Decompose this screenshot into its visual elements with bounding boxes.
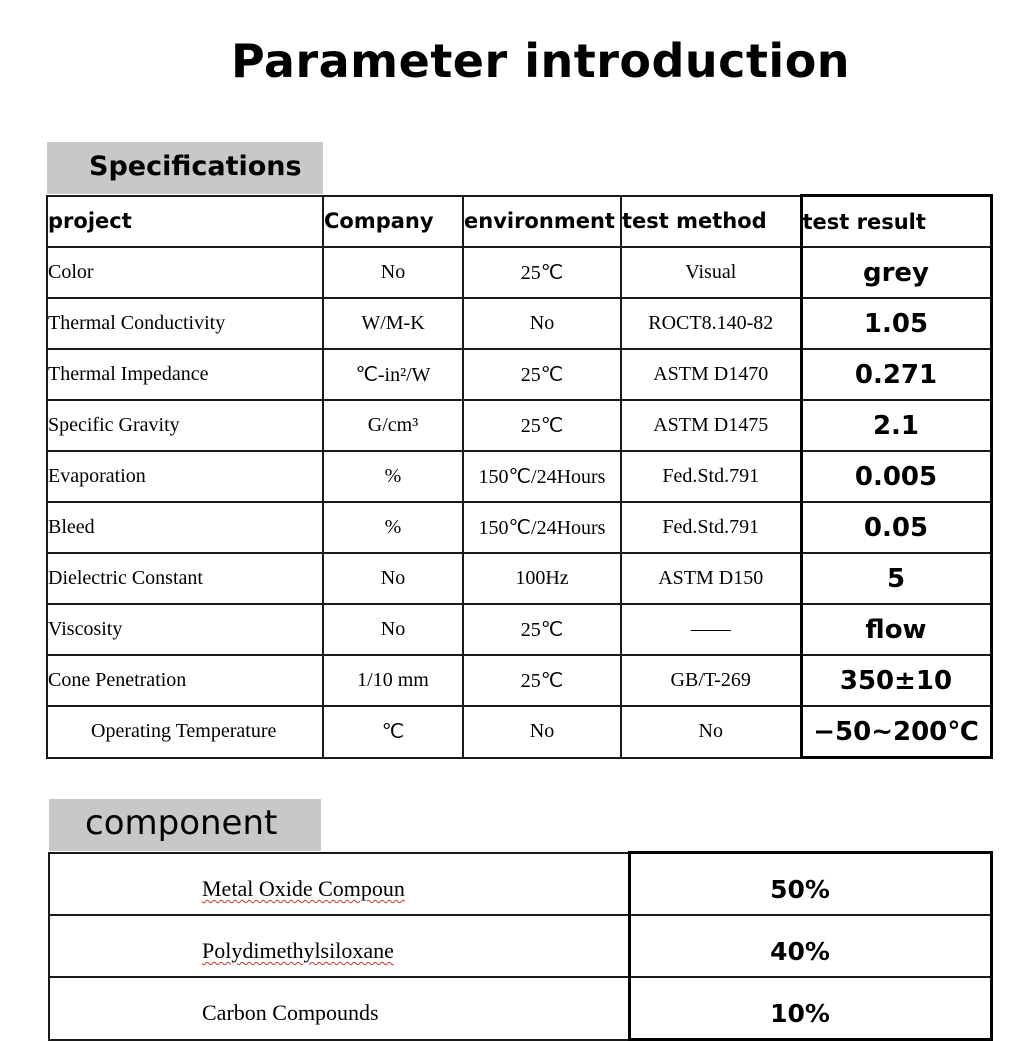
component-label [49,799,321,851]
table-row [47,451,991,502]
row-project: Viscosity [47,604,323,655]
header-environment: environment [463,196,621,248]
row-test-method: —— [621,604,801,655]
row-environment: 25℃ [463,604,621,655]
component-table [48,851,993,1041]
row-environment: No [463,298,621,349]
row-company: No [323,604,463,655]
table-row [47,349,991,400]
header-test-method: test method [621,196,801,248]
table-row [47,706,991,758]
header-test-result: test result [801,196,991,248]
component-percent: 50% [629,853,991,916]
row-company: No [323,247,463,298]
row-company: 1/10 mm [323,655,463,706]
table-row [47,298,991,349]
row-company: ℃ [323,706,463,758]
specifications-label [47,142,323,194]
row-environment: 25℃ [463,400,621,451]
row-test-result: 5 [801,553,991,604]
component-name [49,853,629,916]
component-name-text: Carbon Compounds [202,1000,379,1026]
row-test-method: Fed.Std.791 [621,502,801,553]
table-row [47,502,991,553]
row-environment: 25℃ [463,349,621,400]
row-company: ℃-in²/W [323,349,463,400]
row-test-method: Fed.Std.791 [621,451,801,502]
row-test-result: 1.05 [801,298,991,349]
page-title: Parameter introduction [230,34,851,88]
row-test-result: flow [801,604,991,655]
specifications-label-text: Specifications [89,151,302,182]
table-row [47,400,991,451]
row-test-result: grey [801,247,991,298]
component-percent: 40% [629,915,991,977]
component-name-text: Metal Oxide Compoun [202,875,405,901]
row-test-result: −50~200℃ [801,706,991,758]
header-company: Company [323,196,463,248]
table-row [49,853,991,916]
component-name [49,915,629,977]
row-company: W/M-K [323,298,463,349]
header-project: project [47,196,323,248]
specifications-header-row [47,196,991,248]
row-test-method: ASTM D1470 [621,349,801,400]
row-project: Thermal Conductivity [47,298,323,349]
row-environment: 100Hz [463,553,621,604]
table-row [49,915,991,977]
table-row [47,553,991,604]
row-environment: 25℃ [463,247,621,298]
row-test-method: ASTM D1475 [621,400,801,451]
row-test-method: Visual [621,247,801,298]
row-test-result: 0.271 [801,349,991,400]
row-test-result: 350±10 [801,655,991,706]
component-name [49,977,629,1040]
table-row [47,247,991,298]
component-label-text: component [85,803,278,843]
row-test-method: GB/T-269 [621,655,801,706]
component-name-text: Polydimethylsiloxane [202,938,394,963]
table-row [49,977,991,1040]
row-test-method: ROCT8.140-82 [621,298,801,349]
row-company: G/cm³ [323,400,463,451]
row-test-result: 0.005 [801,451,991,502]
row-test-method: No [621,706,801,758]
row-test-result: 0.05 [801,502,991,553]
row-project: Evaporation [47,451,323,502]
row-project: Thermal Impedance [47,349,323,400]
row-project: Bleed [47,502,323,553]
row-company: % [323,502,463,553]
row-test-result: 2.1 [801,400,991,451]
row-company: No [323,553,463,604]
row-environment: 150℃/24Hours [463,502,621,553]
row-environment: No [463,706,621,758]
row-environment: 150℃/24Hours [463,451,621,502]
row-project: Specific Gravity [47,400,323,451]
row-project: Cone Penetration [47,655,323,706]
table-row [47,655,991,706]
component-percent: 10% [629,977,991,1040]
row-company: % [323,451,463,502]
table-row [47,604,991,655]
row-project: Operating Temperature [47,706,323,758]
row-environment: 25℃ [463,655,621,706]
row-project: Color [47,247,323,298]
row-project: Dielectric Constant [47,553,323,604]
row-test-method: ASTM D150 [621,553,801,604]
specifications-table [46,194,993,759]
